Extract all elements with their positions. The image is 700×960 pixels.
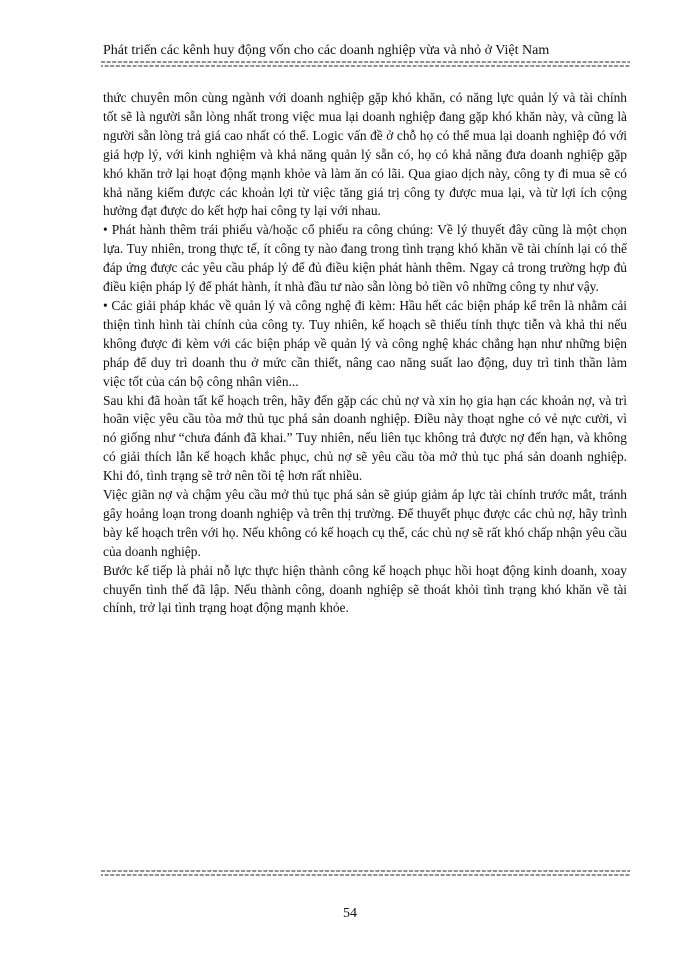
body-text bbox=[103, 89, 627, 618]
paragraph-acquisition-continuation: thức chuyên môn cùng ngành với doanh nghiệp gặp khó khăn, có năng lực quản lý và tài chính tốt sẽ là người sẵn lòng nhất trong việc mua lại doanh nghiệp đang gặp khó khăn này, và cũng là người sẵn lòng trả giá cao nhất có thể. Logic vấn đề ở chỗ họ có thể mua lại doanh nghiệp đó với giá hợp lý, với kinh nghiệm và khả năng quản lý sẵn có, họ có khả năng đưa doanh nghiệp gặp khó khăn trở lại hoạt động mạnh khỏe và làm ăn có lãi. Qua giao dịch này, công ty đi mua sẽ có khả năng kiếm được các khoản lợi từ việc tăng giá trị công ty được mua lại, và từ lợi ích cộng hưởng đạt được do kết hợp hai công ty lại với nhau. bbox=[103, 90, 627, 219]
footer-divider bbox=[101, 869, 630, 878]
paragraph-management-technology: • Các giải pháp khác về quản lý và công nghệ đi kèm: Hầu hết các biện pháp kể trên là nhằm cải thiện tình hình tài chính của công ty. Tuy nhiên, kế hoạch sẽ thiếu tính thực tiễn và khả thi nếu không được đi kèm với các biện pháp về quản lý và công nghệ khác chẳng hạn như những biện pháp để duy trì doanh thu ở mức cần thiết, nâng cao năng suất lao động, duy trì tinh thần làm việc tốt của cán bộ công nhân viên... bbox=[103, 297, 627, 389]
running-header: Phát triển các kênh huy động vốn cho các doanh nghiệp vừa và nhỏ ở Việt Nam bbox=[103, 43, 550, 58]
paragraph-bond-issuance: • Phát hành thêm trái phiếu và/hoặc cổ phiếu ra công chúng: Về lý thuyết đây cũng là một chọn lựa. Tuy nhiên, trong thực tế, ít công ty nào đang trong tình trạng khó khăn về tài chính lại có thể đáp ứng được các yêu cầu pháp lý để đủ điều kiện phát hành thêm. Ngay cả trong trường hợp đủ điều kiện pháp lý để phát hành, ít nhà đầu tư nào sẵn lòng bỏ tiền vô những công ty như vậy. bbox=[103, 222, 627, 295]
paragraph-creditor-negotiation: Sau khi đã hoàn tất kế hoạch trên, hãy đến gặp các chủ nợ và xin họ gia hạn các khoản nợ, và trì hoãn việc yêu cầu tòa mở thủ tục phá sản doanh nghiệp. Điều này thoạt nghe có vẻ nực cười, vì nó giống như “chưa đánh đã khai.” Tuy nhiên, nếu liên tục không trả được nợ đến hạn, và không có giải thích lẫn kế hoạch khắc phục, chủ nợ sẽ yêu cầu tòa mở thủ tục phá sản doanh nghiệp. Khi đó, tình trạng sẽ trở nên tồi tệ hơn rất nhiều. bbox=[103, 392, 627, 484]
paragraph-debt-deferral: Việc giãn nợ và chậm yêu cầu mở thủ tục phá sản sẽ giúp giảm áp lực tài chính trước mắt, tránh gây hoảng loạn trong doanh nghiệp và trên thị trường. Để thuyết phục được các chủ nợ, hãy trình bày kế hoạch trên với họ. Nếu không có kế hoạch cụ thể, các chủ nợ sẽ rất khó chấp nhận yêu cầu của doanh nghiệp. bbox=[103, 487, 627, 559]
header-divider bbox=[101, 60, 630, 69]
paragraph-next-step: Bước kế tiếp là phải nỗ lực thực hiện thành công kế hoạch phục hồi hoạt động kinh doanh, xoay chuyển tình thế đã lập. Nếu thành công, doanh nghiệp sẽ thoát khỏi tình trạng khó khăn về tài chính, trở lại tình trạng hoạt động mạnh khỏe. bbox=[103, 562, 627, 616]
page-number: 54 bbox=[343, 906, 357, 921]
